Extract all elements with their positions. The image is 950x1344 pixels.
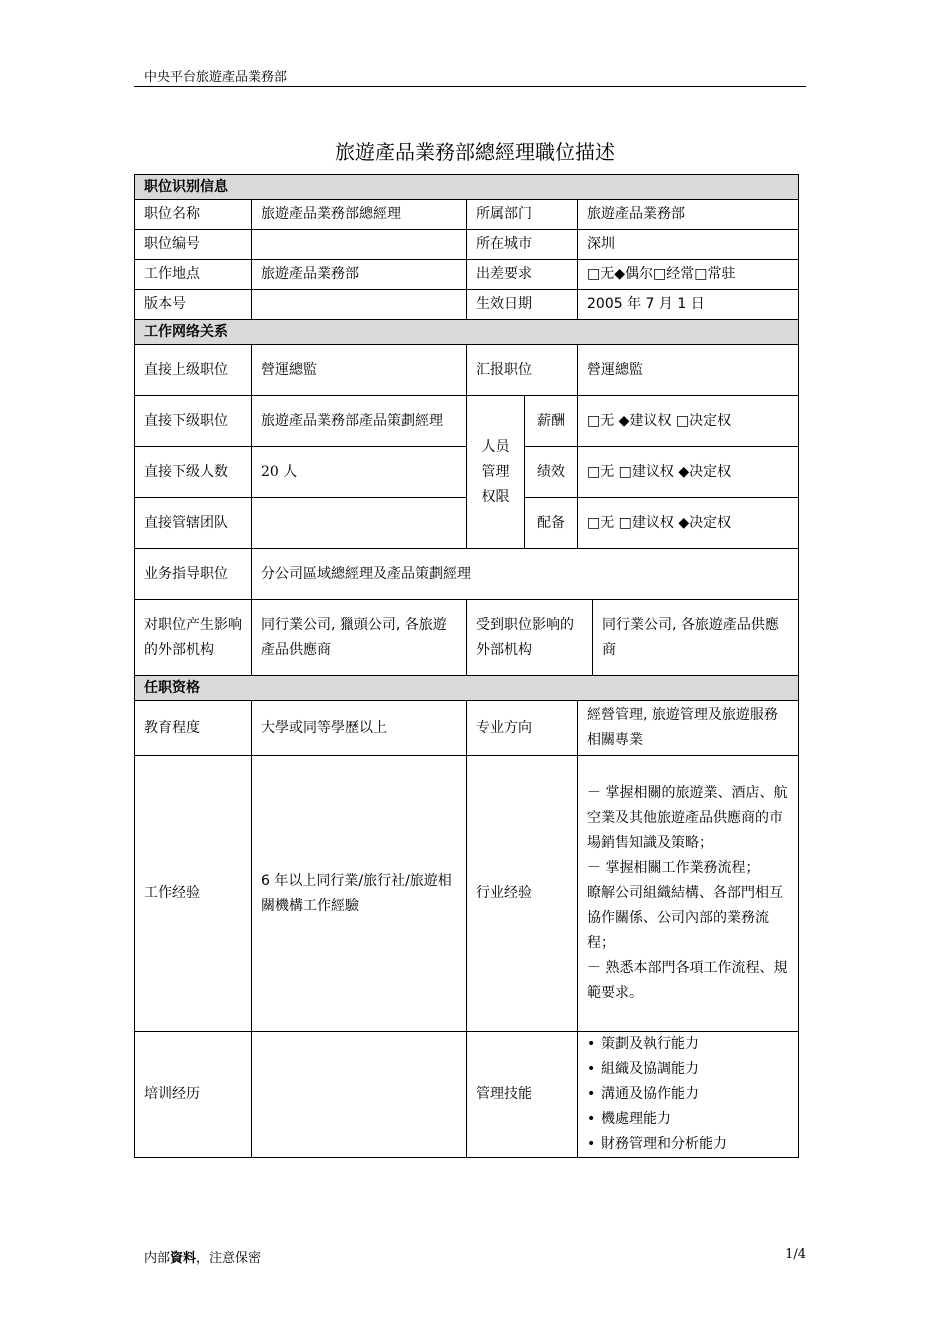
- list-item: • 財務管理和分析能力: [587, 1132, 789, 1157]
- label-guidance: 业务指导职位: [135, 549, 252, 600]
- value-performance: □无 □建议权 ◆决定权: [578, 447, 799, 498]
- page-number: 1/4: [785, 1247, 806, 1262]
- label-management-skills: 管理技能: [467, 1032, 578, 1158]
- label-performance: 绩效: [525, 447, 578, 498]
- label-subordinate: 直接下级职位: [135, 396, 252, 447]
- value-work-experience: 6 年以上同行業/旅行社/旅遊相關機構工作經驗: [252, 756, 467, 1032]
- label-job-title: 职位名称: [135, 200, 252, 230]
- value-department: 旅遊產品業務部: [578, 200, 799, 230]
- list-item: － 掌握相關工作業務流程；: [587, 860, 760, 876]
- label-authority: 人员管理权限: [467, 396, 525, 549]
- job-description-table: [134, 174, 799, 1158]
- label-major: 专业方向: [467, 701, 578, 756]
- label-subordinate-count: 直接下级人数: [135, 447, 252, 498]
- header-rule: [134, 86, 806, 87]
- footer-text-c: ，注意保密: [196, 1251, 262, 1266]
- label-travel: 出差要求: [467, 260, 578, 290]
- value-staffing: □无 □建议权 ◆决定权: [578, 498, 799, 549]
- table-row: [135, 345, 799, 396]
- label-superior: 直接上级职位: [135, 345, 252, 396]
- value-work-location: 旅遊產品業務部: [252, 260, 467, 290]
- header-dept: 旅遊產品業務部: [196, 70, 288, 85]
- value-city: 深圳: [578, 230, 799, 260]
- label-industry-experience: 行业经验: [467, 756, 578, 1032]
- document-title: 旅遊產品業務部總經理職位描述: [335, 140, 615, 164]
- label-work-experience: 工作经验: [135, 756, 252, 1032]
- table-row: [135, 1032, 799, 1158]
- section-row: [135, 676, 799, 701]
- label-version: 版本号: [135, 290, 252, 320]
- list-item: • 機處理能力: [587, 1107, 789, 1132]
- label-report-to: 汇报职位: [467, 345, 578, 396]
- list-item: 瞭解公司組織結構、各部門相互協作關係、公司內部的業務流程；: [587, 885, 783, 951]
- label-department: 所属部门: [467, 200, 578, 230]
- value-subordinate: 旅遊產品業務部產品策劃經理: [252, 396, 467, 447]
- value-affected-orgs: 同行業公司, 各旅遊產品供應商: [593, 600, 799, 676]
- list-item: • 溝通及協作能力: [587, 1082, 789, 1107]
- table-row: [135, 756, 799, 1032]
- label-salary: 薪酬: [525, 396, 578, 447]
- value-team: [252, 498, 467, 549]
- table-row: [135, 701, 799, 756]
- footer-text-a: 内部: [144, 1251, 171, 1266]
- value-major: 經營管理, 旅遊管理及旅遊服務相關專業: [578, 701, 799, 756]
- value-superior: 營運總監: [252, 345, 467, 396]
- table-row: [135, 260, 799, 290]
- label-external-orgs: 对职位产生影响的外部机构: [135, 600, 252, 676]
- value-management-skills: [578, 1032, 799, 1158]
- label-city: 所在城市: [467, 230, 578, 260]
- label-affected-orgs: 受到职位影响的外部机构: [467, 600, 593, 676]
- value-salary: □无 ◆建议权 □决定权: [578, 396, 799, 447]
- table-row: [135, 290, 799, 320]
- list-item: － 掌握相關的旅遊業、酒店、航空業及其他旅遊產品供應商的市場銷售知識及策略；: [587, 785, 788, 851]
- list-item: • 策劃及執行能力: [587, 1032, 789, 1057]
- value-subordinate-count: 20 人: [252, 447, 467, 498]
- value-report-to: 營運總監: [578, 345, 799, 396]
- list-item: • 組織及協調能力: [587, 1057, 789, 1082]
- value-training: [252, 1032, 467, 1158]
- label-team: 直接管辖团队: [135, 498, 252, 549]
- value-job-code: [252, 230, 467, 260]
- label-job-code: 职位编号: [135, 230, 252, 260]
- section-row: [135, 320, 799, 345]
- value-external-orgs: 同行業公司, 獵頭公司, 各旅遊產品供應商: [252, 600, 467, 676]
- label-education: 教育程度: [135, 701, 252, 756]
- table-row: [135, 549, 799, 600]
- value-version: [252, 290, 467, 320]
- value-effective-date: 2005 年 7 月 1 日: [578, 290, 799, 320]
- section-qualification: 任职资格: [135, 676, 799, 701]
- header-prefix: 中央平台: [144, 70, 197, 85]
- table-row: [135, 230, 799, 260]
- value-job-title: 旅遊產品業務部總經理: [252, 200, 467, 230]
- section-identity: 职位识别信息: [135, 175, 799, 200]
- label-effective-date: 生效日期: [467, 290, 578, 320]
- list-item: － 熟悉本部門各項工作流程、規範要求。: [587, 960, 788, 1001]
- table-row: [135, 600, 799, 676]
- label-training: 培训经历: [135, 1032, 252, 1158]
- footer-text-b: 資料: [170, 1251, 197, 1266]
- table-row: [135, 200, 799, 230]
- label-work-location: 工作地点: [135, 260, 252, 290]
- value-industry-experience: [578, 756, 799, 1032]
- section-row: [135, 175, 799, 200]
- value-guidance: 分公司區域總經理及產品策劃經理: [252, 549, 799, 600]
- value-education: 大學或同等學歷以上: [252, 701, 467, 756]
- confidential-note: [144, 1247, 261, 1266]
- label-staffing: 配备: [525, 498, 578, 549]
- value-travel: □无◆偶尔□经常□常驻: [578, 260, 799, 290]
- table-row: [135, 396, 799, 447]
- page-header: [144, 66, 287, 85]
- section-network: 工作网络关系: [135, 320, 799, 345]
